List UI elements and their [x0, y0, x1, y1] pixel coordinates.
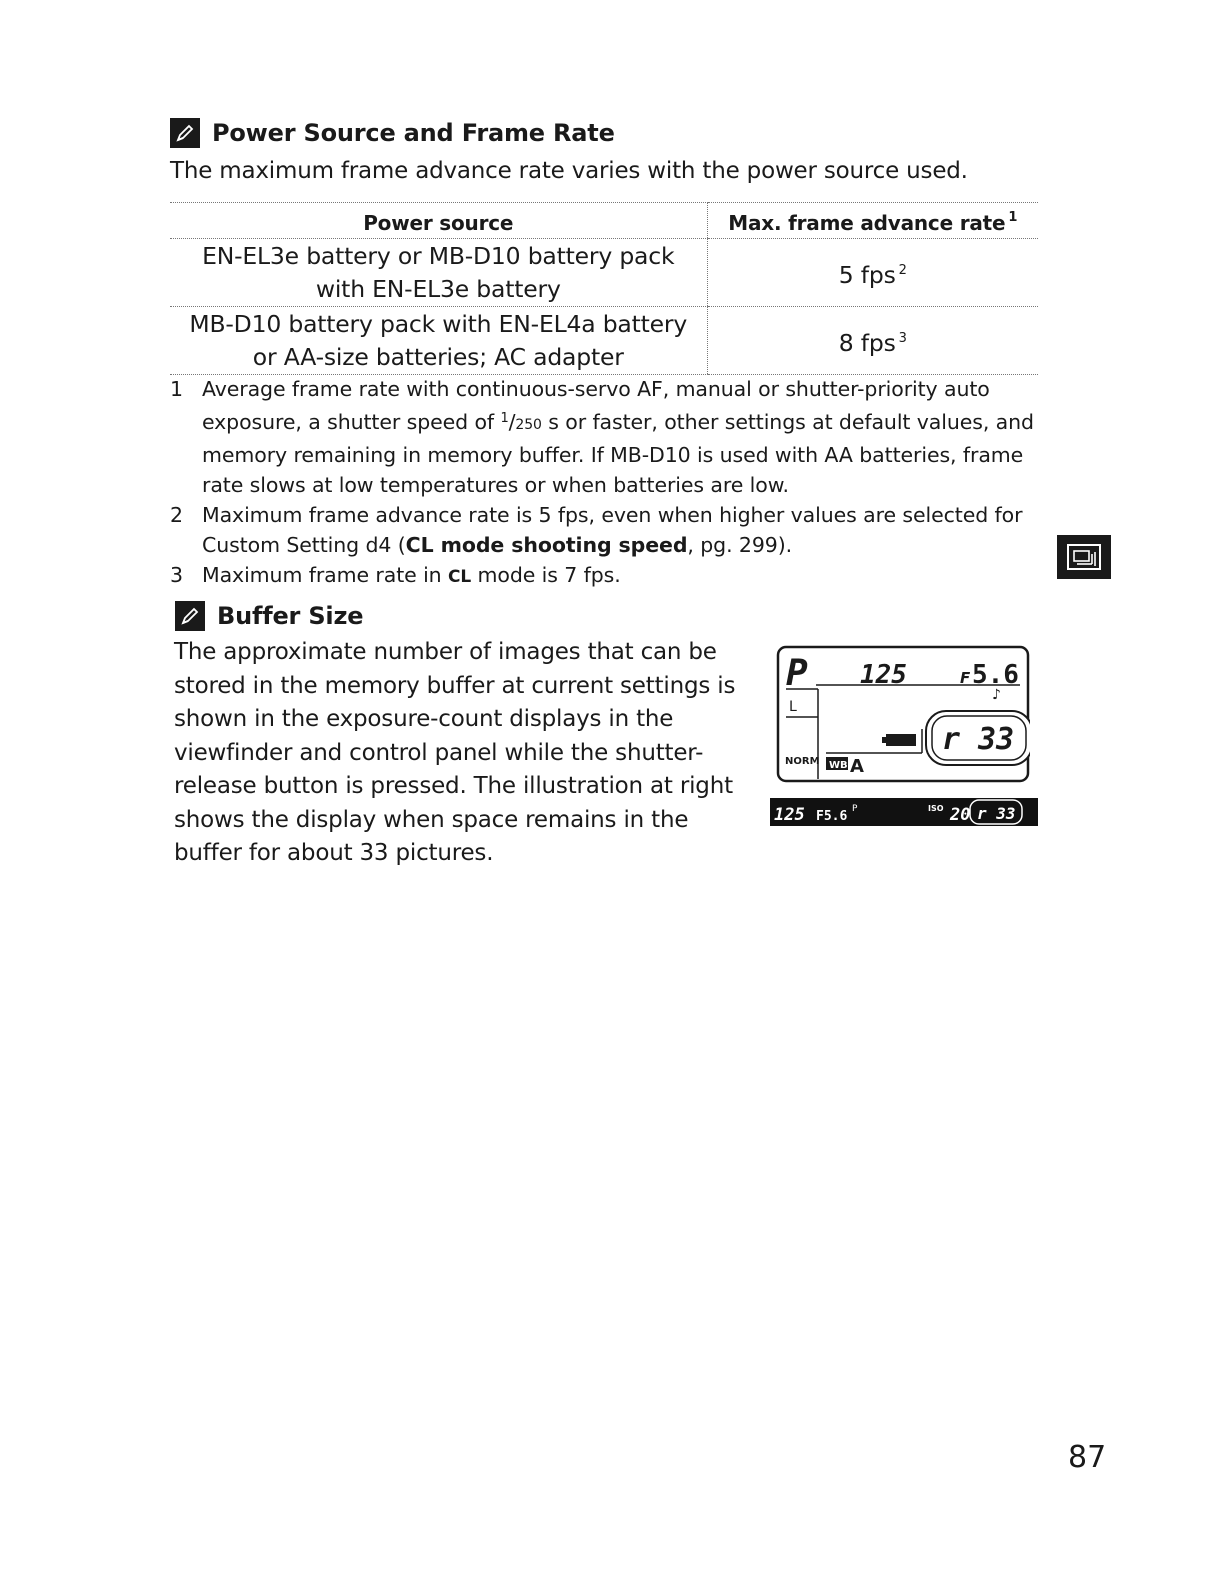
lcd-wb-label: WB [829, 760, 848, 771]
page-number: 87 [1068, 1440, 1107, 1475]
buffer-size-heading [175, 601, 363, 631]
table-header-row [170, 203, 1038, 239]
power-source-cell: EN-EL3e battery or MB-D10 battery pack with EN-EL3e battery [170, 239, 707, 307]
viewfinder-iso-value: 20 [950, 805, 971, 825]
column-header-power-source: Power source [170, 203, 707, 239]
footnote-3: 3 Maximum frame rate in CL mode is 7 fps. [170, 563, 621, 587]
lcd-aperture: 5.6 [972, 660, 1019, 690]
viewfinder-shutter-speed: 125 [774, 805, 805, 825]
lcd-aperture-prefix: F [960, 669, 971, 687]
pencil-icon [175, 601, 205, 631]
lcd-shutter-speed: 125 [860, 660, 907, 690]
footnotes-list [170, 374, 1050, 592]
battery-icon [882, 734, 916, 746]
pencil-icon [170, 118, 200, 148]
footnote-ref: 3 [898, 330, 907, 346]
section-intro: The maximum frame advance rate varies with the power source used. [170, 158, 968, 184]
viewfinder-display [770, 798, 1038, 826]
viewfinder-buffer-count: r 33 [977, 804, 1016, 823]
power-source-heading [170, 118, 615, 148]
frame-rate-cell: 5 fps $^2$ [707, 239, 1038, 307]
footnote-2: 2 Maximum frame advance rate is 5 fps, even when higher values are selected for Custom Setting d4 (CL mode shooting speed, pg. 299). [170, 503, 1023, 557]
lcd-mode: P [786, 653, 808, 694]
frame-rate-cell: 8 fps $^3$ [707, 307, 1038, 375]
viewfinder-iso-label: ISO [928, 804, 944, 813]
section-title: Power Source and Frame Rate [212, 119, 615, 147]
footnote-ref: 2 [898, 262, 907, 278]
lcd-image-quality: NORM [785, 756, 820, 767]
lcd-image-size: L [789, 699, 797, 715]
frame-rate-table [170, 202, 1038, 375]
lcd-wb-value: A [850, 756, 864, 777]
viewfinder-mode: P [852, 804, 858, 814]
table-row [170, 307, 1038, 375]
buffer-size-paragraph: The approximate number of images that can be stored in the memory buffer at current settings is shown in the exposure-count displays in the viewfinder and control panel while the shutter- release button is pressed. The illustration at right shows the display when space remains in the buffer for about 33 pictures. [174, 639, 736, 866]
lcd-buffer-count: r 33 [942, 722, 1015, 757]
section-title: Buffer Size [217, 602, 364, 630]
release-mode-icon [1067, 544, 1101, 570]
footnote-ref: 1 [1008, 210, 1018, 225]
beep-icon: ♪ [992, 687, 1001, 703]
footnote-1: 1 Average frame rate with continuous-servo AF, manual or shutter-priority auto exposure, a shutter speed of $^1$/250 s or faster, other settings at default values, and memory remaining in memory buffer. If MB-D10 is used with AA batteries, frame rate slows at low temperatures or when batteries are low. [170, 377, 1034, 497]
column-header-frame-rate: Max. frame advance rate $^1$ [707, 203, 1038, 239]
power-source-cell: MB-D10 battery pack with EN-EL4a battery or AA-size batteries; AC adapter [170, 307, 707, 375]
viewfinder-aperture: F5.6 [816, 809, 848, 824]
control-panel-illustration [776, 645, 1030, 783]
table-row [170, 239, 1038, 307]
release-mode-tab [1057, 535, 1111, 579]
